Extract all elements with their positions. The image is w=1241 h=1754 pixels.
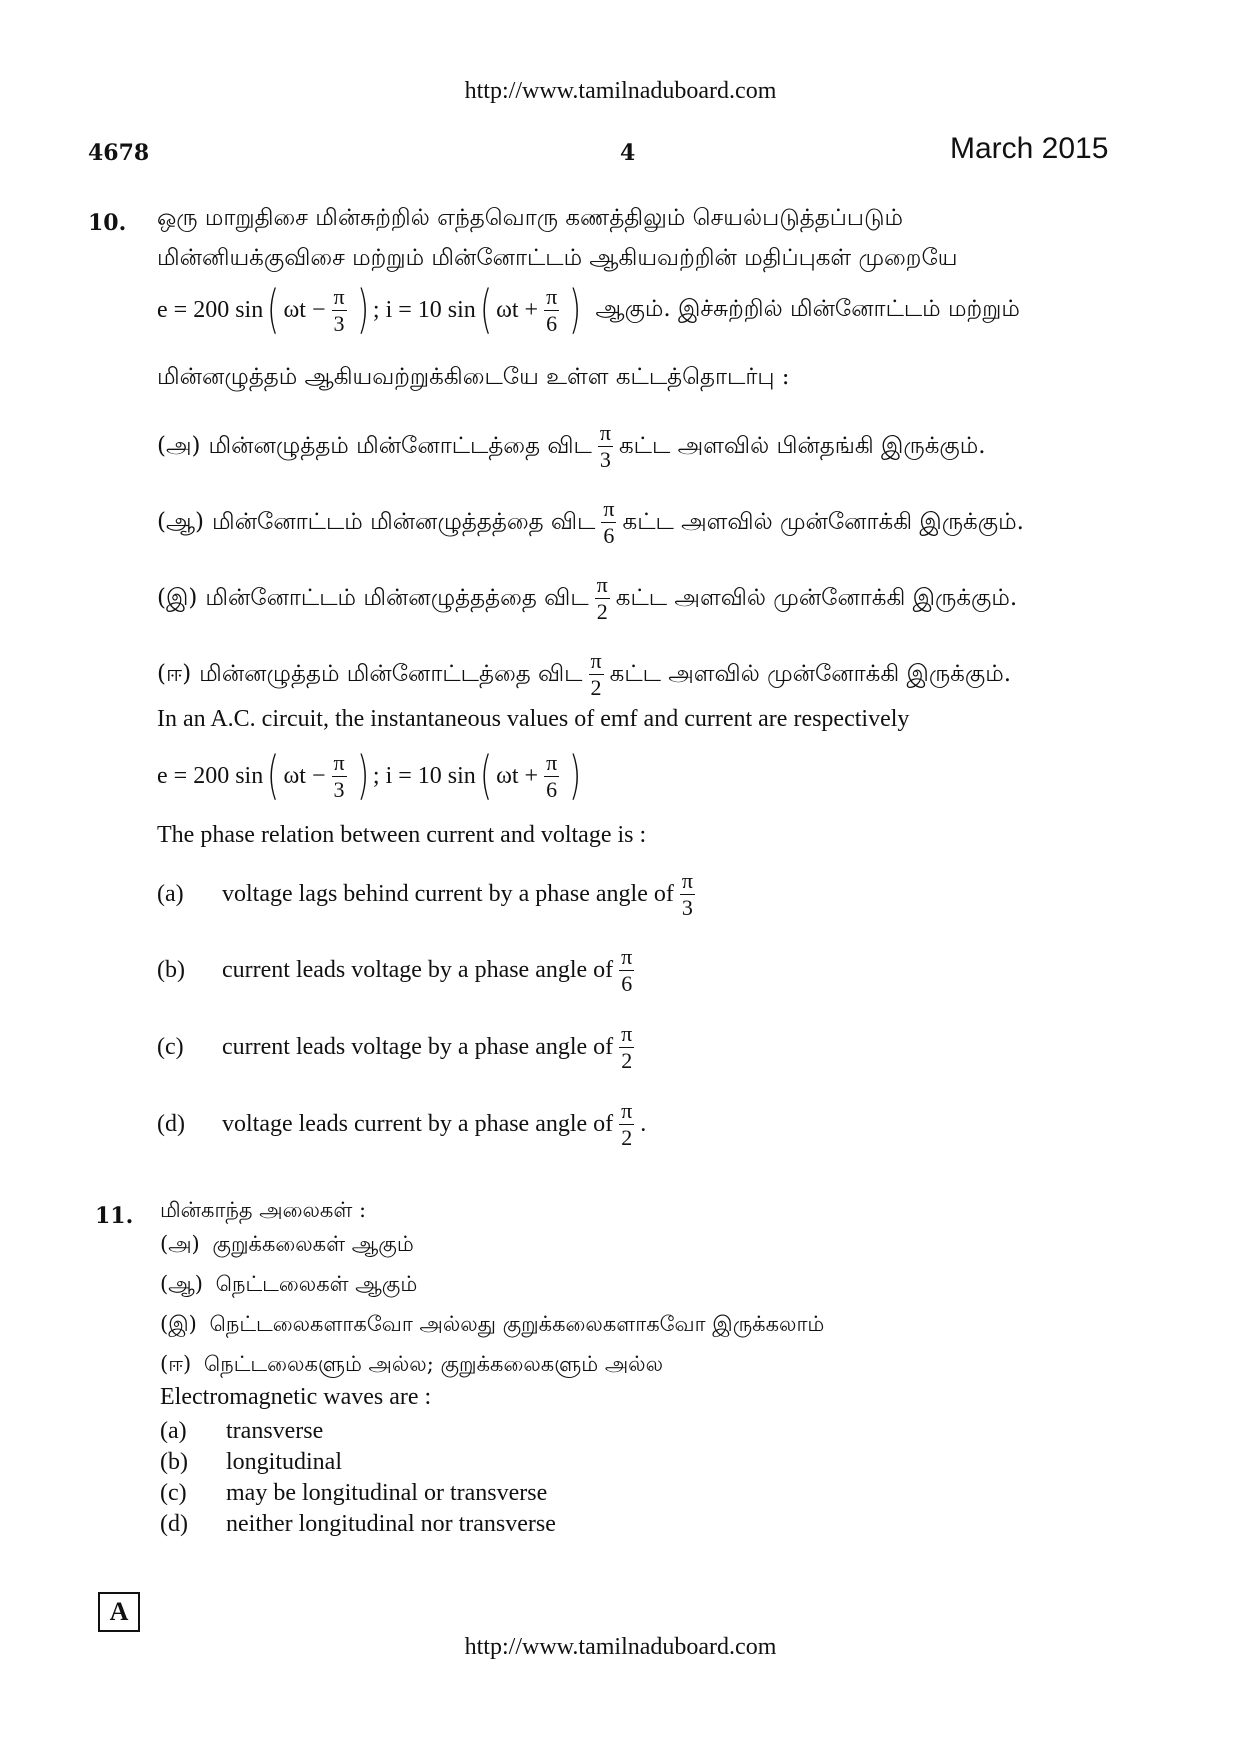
- option-text-tail: கட்ட அளவில் முன்னோக்கி இருக்கும்.: [622, 508, 1024, 535]
- fraction-pi-6: $\frac{\pi}{6}$: [546, 283, 558, 336]
- option-text: longitudinal: [226, 1449, 342, 1475]
- option-fraction: $\frac{\pi}{6}$: [621, 944, 633, 996]
- option-label: (ஆ): [157, 508, 205, 535]
- eq-wt-minus: ωt −: [283, 296, 326, 323]
- option-text: நெட்டலைகளாகவோ அல்லது குறுக்கலைகளாகவோ இருக்கலாம்: [209, 1312, 825, 1336]
- list-item: [160, 1232, 824, 1272]
- fraction-pi-6: $\frac{\pi}{6}$: [546, 749, 558, 802]
- option-text-tail: கட்ட அளவில் பின்தங்கி இருக்கும்.: [618, 432, 986, 459]
- q10-en-option: [157, 946, 640, 995]
- option-fraction: $\frac{\pi}{3}$: [681, 868, 693, 920]
- list-item: [160, 1509, 556, 1540]
- option-text: மின்னழுத்தம் மின்னோட்டத்தை விட: [199, 660, 583, 687]
- option-text: current leads voltage by a phase angle of: [222, 1034, 614, 1060]
- option-fraction: $\frac{\pi}{2}$: [590, 648, 602, 700]
- q10-ta-option: [157, 498, 1024, 547]
- q10-en-option: [157, 870, 701, 919]
- option-fraction: $\frac{\pi}{2}$: [621, 1098, 633, 1150]
- q10-ta-option: [157, 574, 1017, 623]
- series-box-a: A: [98, 1592, 140, 1632]
- option-label: (a): [157, 881, 184, 907]
- eq-semi-i: ; i = 10 sin: [372, 296, 476, 323]
- q11-en-question: Electromagnetic waves are :: [160, 1384, 432, 1410]
- option-label: (இ): [160, 1312, 197, 1336]
- header-url[interactable]: http://www.tamilnaduboard.com: [464, 78, 777, 104]
- option-fraction: $\frac{\pi}{6}$: [603, 496, 615, 548]
- option-text: நெட்டலைகள் ஆகும்: [215, 1272, 418, 1296]
- q11-ta-options: [160, 1232, 824, 1392]
- q10-ta-line4: மின்னழுத்தம் ஆகியவற்றுக்கிடையே உள்ள கட்டத்தொடர்பு :: [157, 364, 790, 390]
- option-label: (c): [157, 1034, 184, 1060]
- eq-wt-plus: ωt +: [496, 762, 539, 789]
- option-label: (ஈ): [160, 1352, 192, 1376]
- option-text: current leads voltage by a phase angle of: [222, 957, 614, 983]
- option-text: நெட்டலைகளும் அல்ல; குறுக்கலைகளும் அல்ல: [203, 1352, 664, 1376]
- q10-en-line1: In an A.C. circuit, the instantaneous values of emf and current are respectively: [157, 706, 910, 732]
- list-item: [160, 1312, 824, 1352]
- option-label: (c): [160, 1480, 187, 1506]
- q10-ta-option: [157, 422, 986, 471]
- option-label: (d): [160, 1511, 188, 1537]
- option-label: (இ): [157, 584, 198, 611]
- option-text-tail: கட்ட அளவில் முன்னோக்கி இருக்கும்.: [609, 660, 1012, 687]
- fraction-pi-3: $\frac{\pi}{3}$: [333, 749, 345, 802]
- option-label: (d): [157, 1111, 185, 1137]
- q10-ta-line2: மின்னியக்குவிசை மற்றும் மின்னோட்டம் ஆகியவற்றின் மதிப்புகள் முறையே: [157, 245, 958, 271]
- option-label: (b): [157, 957, 185, 983]
- q10-ta-line1: ஒரு மாறுதிசை மின்சுற்றில் எந்தவொரு கணத்திலும் செயல்படுத்தப்படும்: [157, 205, 903, 231]
- eq-e-part: e = 200 sin: [157, 296, 264, 323]
- option-text: மின்னழுத்தம் மின்னோட்டத்தை விட: [208, 432, 592, 459]
- option-fraction: $\frac{\pi}{2}$: [621, 1021, 633, 1073]
- list-item: [160, 1416, 556, 1447]
- q10-en-equation-line: e = 200 sin ( ωt − $\frac{\pi}{3}$ ) ; i = 10 sin ( ωt + $\frac{\pi}{6}$ ): [157, 746, 582, 806]
- option-text-tail: கட்ட அளவில் முன்னோக்கி இருக்கும்.: [615, 584, 1018, 611]
- option-tail: .: [640, 1111, 647, 1137]
- option-text: குறுக்கலைகள் ஆகும்: [212, 1232, 414, 1256]
- option-text: voltage leads current by a phase angle of: [222, 1111, 614, 1137]
- exam-date: March 2015: [950, 132, 1109, 165]
- eq-semi-i: ; i = 10 sin: [372, 762, 476, 789]
- option-label: (ஈ): [157, 660, 192, 687]
- option-fraction: $\frac{\pi}{2}$: [596, 572, 608, 624]
- list-item: [160, 1272, 824, 1312]
- q10-en-line2: The phase relation between current and voltage is :: [157, 822, 647, 848]
- option-text: may be longitudinal or transverse: [226, 1480, 548, 1506]
- q10-ta-line3-tail: ஆகும். இச்சுற்றில் மின்னோட்டம் மற்றும்: [595, 296, 1020, 323]
- option-label: (ஆ): [160, 1272, 203, 1296]
- eq-wt-minus: ωt −: [283, 762, 326, 789]
- paper-code: 4678: [88, 140, 150, 166]
- q10-en-option: [157, 1100, 646, 1149]
- q11-ta-question: மின்காந்த அலைகள் :: [160, 1198, 367, 1222]
- option-text: voltage lags behind current by a phase angle of: [222, 881, 674, 907]
- option-text: neither longitudinal nor transverse: [226, 1511, 556, 1537]
- option-label: (b): [160, 1449, 188, 1475]
- q11-en-options: [160, 1416, 556, 1540]
- option-label: (அ): [160, 1232, 200, 1256]
- q11-number: 11.: [95, 1203, 134, 1229]
- option-text: மின்னோட்டம் மின்னழுத்தத்தை விட: [212, 508, 596, 535]
- eq-e-part: e = 200 sin: [157, 762, 264, 789]
- option-label: (a): [160, 1418, 187, 1444]
- q10-number: 10.: [88, 210, 127, 236]
- footer-url[interactable]: http://www.tamilnaduboard.com: [464, 1634, 777, 1660]
- option-text: மின்னோட்டம் மின்னழுத்தத்தை விட: [205, 584, 589, 611]
- q10-ta-equation-line: e = 200 sin ( ωt − $\frac{\pi}{3}$ ) ; i = 10 sin ( ωt + $\frac{\pi}{6}$ ) ஆகும். இச்சுற்றில் மின்னோட்டம் மற்றும்: [157, 280, 1020, 340]
- q10-en-option: [157, 1023, 640, 1072]
- list-item: [160, 1478, 556, 1509]
- option-label: (அ): [157, 432, 201, 459]
- eq-wt-plus: ωt +: [496, 296, 539, 323]
- page-number: 4: [620, 140, 636, 166]
- list-item: [160, 1447, 556, 1478]
- fraction-pi-3: $\frac{\pi}{3}$: [333, 283, 345, 336]
- option-text: transverse: [226, 1418, 324, 1444]
- q10-ta-option: [157, 650, 1011, 699]
- option-fraction: $\frac{\pi}{3}$: [599, 420, 611, 472]
